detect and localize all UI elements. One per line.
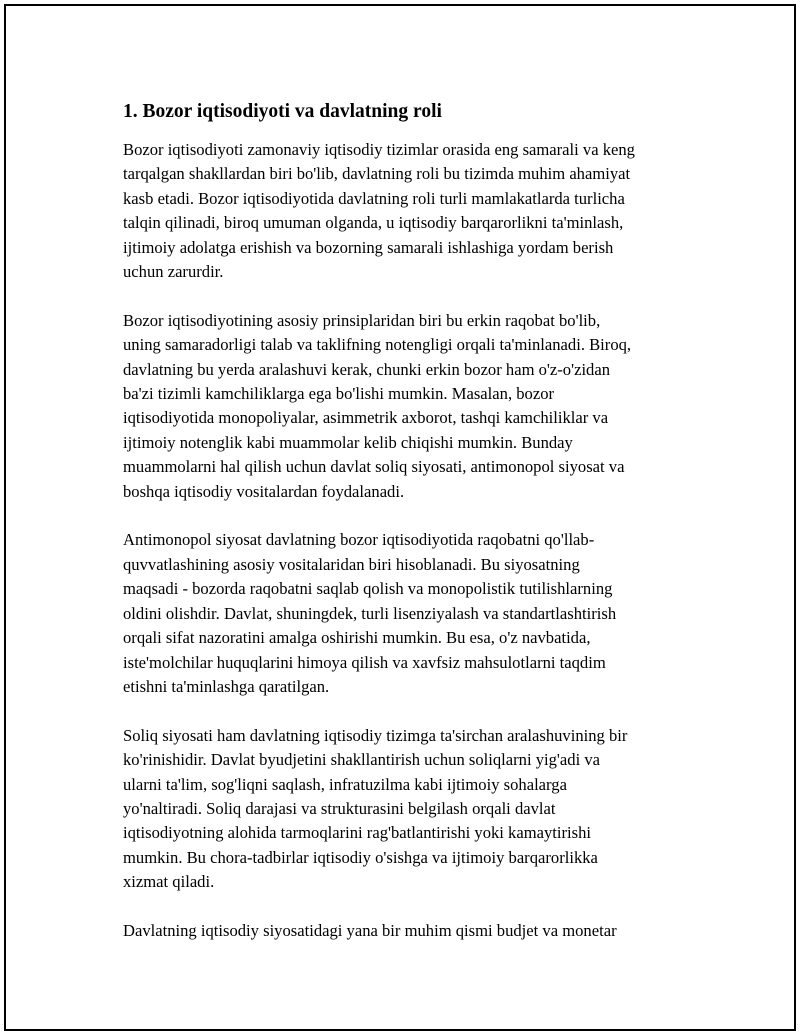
text-line: yo'naltiradi. Soliq darajasi va strukturasini belgilash orqali davlat: [123, 798, 556, 818]
text-line: etishni ta'minlashga qaratilgan.: [123, 676, 330, 696]
text-line: uning samaradorligi talab va taklifning notengligi orqali ta'minlanadi. Biroq,: [123, 335, 632, 355]
text-line: ba'zi tizimli kamchiliklarga ega bo'lishi mumkin. Masalan, bozor: [123, 384, 555, 404]
text-line: tarqalgan shakllardan biri bo'lib, davlatning roli bu tizimda muhim ahamiyat: [123, 164, 631, 184]
paragraph-3: [123, 528, 703, 699]
text-line: ko'rinishidir. Davlat byudjetini shakllantirish uchun soliqlarni yig'adi va: [123, 750, 600, 770]
text-line: Davlatning iqtisodiy siyosatidagi yana bir muhim qismi budjet va monetar: [123, 920, 617, 940]
paragraph-1: [123, 138, 703, 284]
section-heading: 1. Bozor iqtisodiyoti va davlatning roli: [123, 101, 442, 122]
paragraph-4: [123, 724, 703, 895]
text-line: uchun zarurdir.: [123, 262, 224, 282]
text-line: kasb etadi. Bozor iqtisodiyotida davlatning roli turli mamlakatlarda turlicha: [123, 188, 625, 208]
text-line: iste'molchilar huquqlarini himoya qilish va xavfsiz mahsulotlarni taqdim: [123, 652, 606, 672]
paragraph-2: [123, 309, 703, 504]
text-line: Antimonopol siyosat davlatning bozor iqtisodiyotida raqobatni qo'llab-: [123, 530, 595, 550]
document-body: [123, 99, 703, 968]
text-line: ijtimoiy adolatga erishish va bozorning samarali ishlashiga yordam berish: [123, 237, 614, 257]
text-line: iqtisodiyotida monopoliyalar, asimmetrik axborot, tashqi kamchiliklar va: [123, 408, 609, 428]
text-line: Bozor iqtisodiyotining asosiy prinsiplaridan biri bu erkin raqobat bo'lib,: [123, 310, 601, 330]
text-line: boshqa iqtisodiy vositalardan foydalanadi.: [123, 481, 405, 501]
text-line: Soliq siyosati ham davlatning iqtisodiy tizimga ta'sirchan aralashuvining bir: [123, 725, 628, 745]
text-line: iqtisodiyotning alohida tarmoqlarini rag'batlantirishi yoki kamaytirishi: [123, 823, 591, 843]
text-line: davlatning bu yerda aralashuvi kerak, chunki erkin bozor ham o'z-o'zidan: [123, 359, 611, 379]
text-line: ularni ta'lim, sog'liqni saqlash, infratuzilma kabi ijtimoiy sohalarga: [123, 774, 567, 794]
text-line: Bozor iqtisodiyoti zamonaviy iqtisodiy tizimlar orasida eng samarali va keng: [123, 140, 635, 159]
text-line: mumkin. Bu chora-tadbirlar iqtisodiy o'sishga va ijtimoiy barqarorlikka: [123, 847, 598, 867]
text-line: ijtimoiy notenglik kabi muammolar kelib chiqishi mumkin. Bunday: [123, 432, 573, 452]
page-frame: [4, 4, 796, 1031]
text-line: talqin qilinadi, biroq umuman olganda, u iqtisodiy barqarorlikni ta'minlash,: [123, 213, 624, 233]
text-line: maqsadi - bozorda raqobatni saqlab qolish va monopolistik tutilishlarning: [123, 579, 613, 599]
text-line: quvvatlashining asosiy vositalaridan biri hisoblanadi. Bu siyosatning: [123, 554, 580, 574]
paragraph-5: [123, 919, 703, 943]
text-line: orqali sifat nazoratini amalga oshirishi mumkin. Bu esa, o'z navbatida,: [123, 628, 591, 648]
text-line: oldini olishdir. Davlat, shuningdek, turli lisenziyalash va standartlashtirish: [123, 603, 617, 623]
text-line: muammolarni hal qilish uchun davlat soliq siyosati, antimonopol siyosat va: [123, 457, 625, 477]
text-line: xizmat qiladi.: [123, 872, 215, 892]
